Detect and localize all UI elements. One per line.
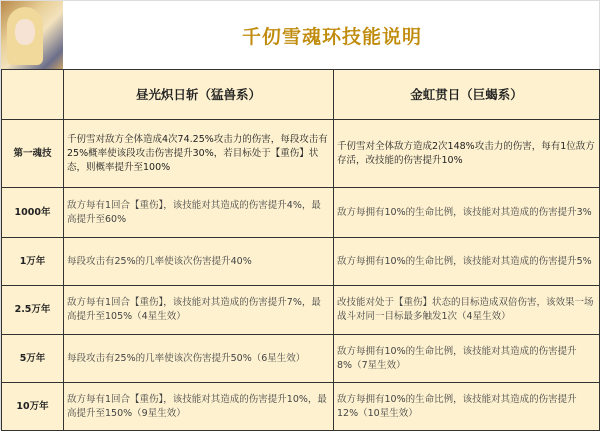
row-label: 1000年 — [2, 188, 64, 238]
cell-skill-2: 千仞雪对全体敌方造成2次148%攻击力的伤害，每有1位敌方存活，改技能的伤害提升10% — [334, 120, 600, 188]
page-title: 千仞雪魂环技能说明 — [241, 25, 422, 48]
cell-skill-1: 敌方每有1回合【重伤】，该技能对其造成的伤害提升4%，最高提升至60% — [64, 188, 334, 238]
cell-skill-2: 敌方每拥有10%的生命比例，该技能对其造成的伤害提升3% — [334, 188, 600, 238]
cell-skill-2: 敌方每拥有10%的生命比例，该技能对其造成的伤害提升12%（10星生效） — [334, 383, 600, 431]
table-row — [2, 188, 600, 238]
corner-cell — [2, 70, 64, 120]
row-label: 10万年 — [2, 383, 64, 431]
table-row — [2, 335, 600, 383]
cell-skill-2: 敌方每拥有10%的生命比例，该技能对其造成的伤害提升5% — [334, 238, 600, 286]
cell-skill-2: 改技能对处于【重伤】状态的目标造成双倍伤害，该效果一场战斗对同一目标最多触发1次（4星生效） — [334, 286, 600, 335]
cell-skill-1: 每段攻击有25%的几率使该次伤害提升50%（6星生效） — [64, 335, 334, 383]
row-label: 5万年 — [2, 335, 64, 383]
skill-table — [1, 69, 600, 431]
table-row — [2, 120, 600, 188]
table-row — [2, 286, 600, 335]
table-row — [2, 383, 600, 431]
table-row — [2, 238, 600, 286]
cell-skill-1: 千仞雪对敌方全体造成4次74.25%攻击力的伤害，每段攻击有25%概率使该段攻击伤害提升30%，若目标处于【重伤】状态，则概率提升至100% — [64, 120, 334, 188]
column-header-1: 昼光炽日斩（猛兽系） — [64, 70, 334, 120]
cell-skill-2: 敌方每拥有10%的生命比例，该技能对其造成的伤害提升8%（7星生效） — [334, 335, 600, 383]
row-label: 第一魂技 — [2, 120, 64, 188]
cell-skill-1: 敌方每有1回合【重伤】，该技能对其造成的伤害提升7%，最高提升至105%（4星生效） — [64, 286, 334, 335]
table-header-row — [2, 70, 600, 120]
row-label: 2.5万年 — [2, 286, 64, 335]
row-label: 1万年 — [2, 238, 64, 286]
cell-skill-1: 敌方每有1回合【重伤】，该技能对其造成的伤害提升10%，最高提升至150%（9星生效） — [64, 383, 334, 431]
column-header-2: 金虹贯日（巨蝎系） — [334, 70, 600, 120]
cell-skill-1: 每段攻击有25%的几率使该次伤害提升40% — [64, 238, 334, 286]
character-portrait — [1, 1, 63, 69]
